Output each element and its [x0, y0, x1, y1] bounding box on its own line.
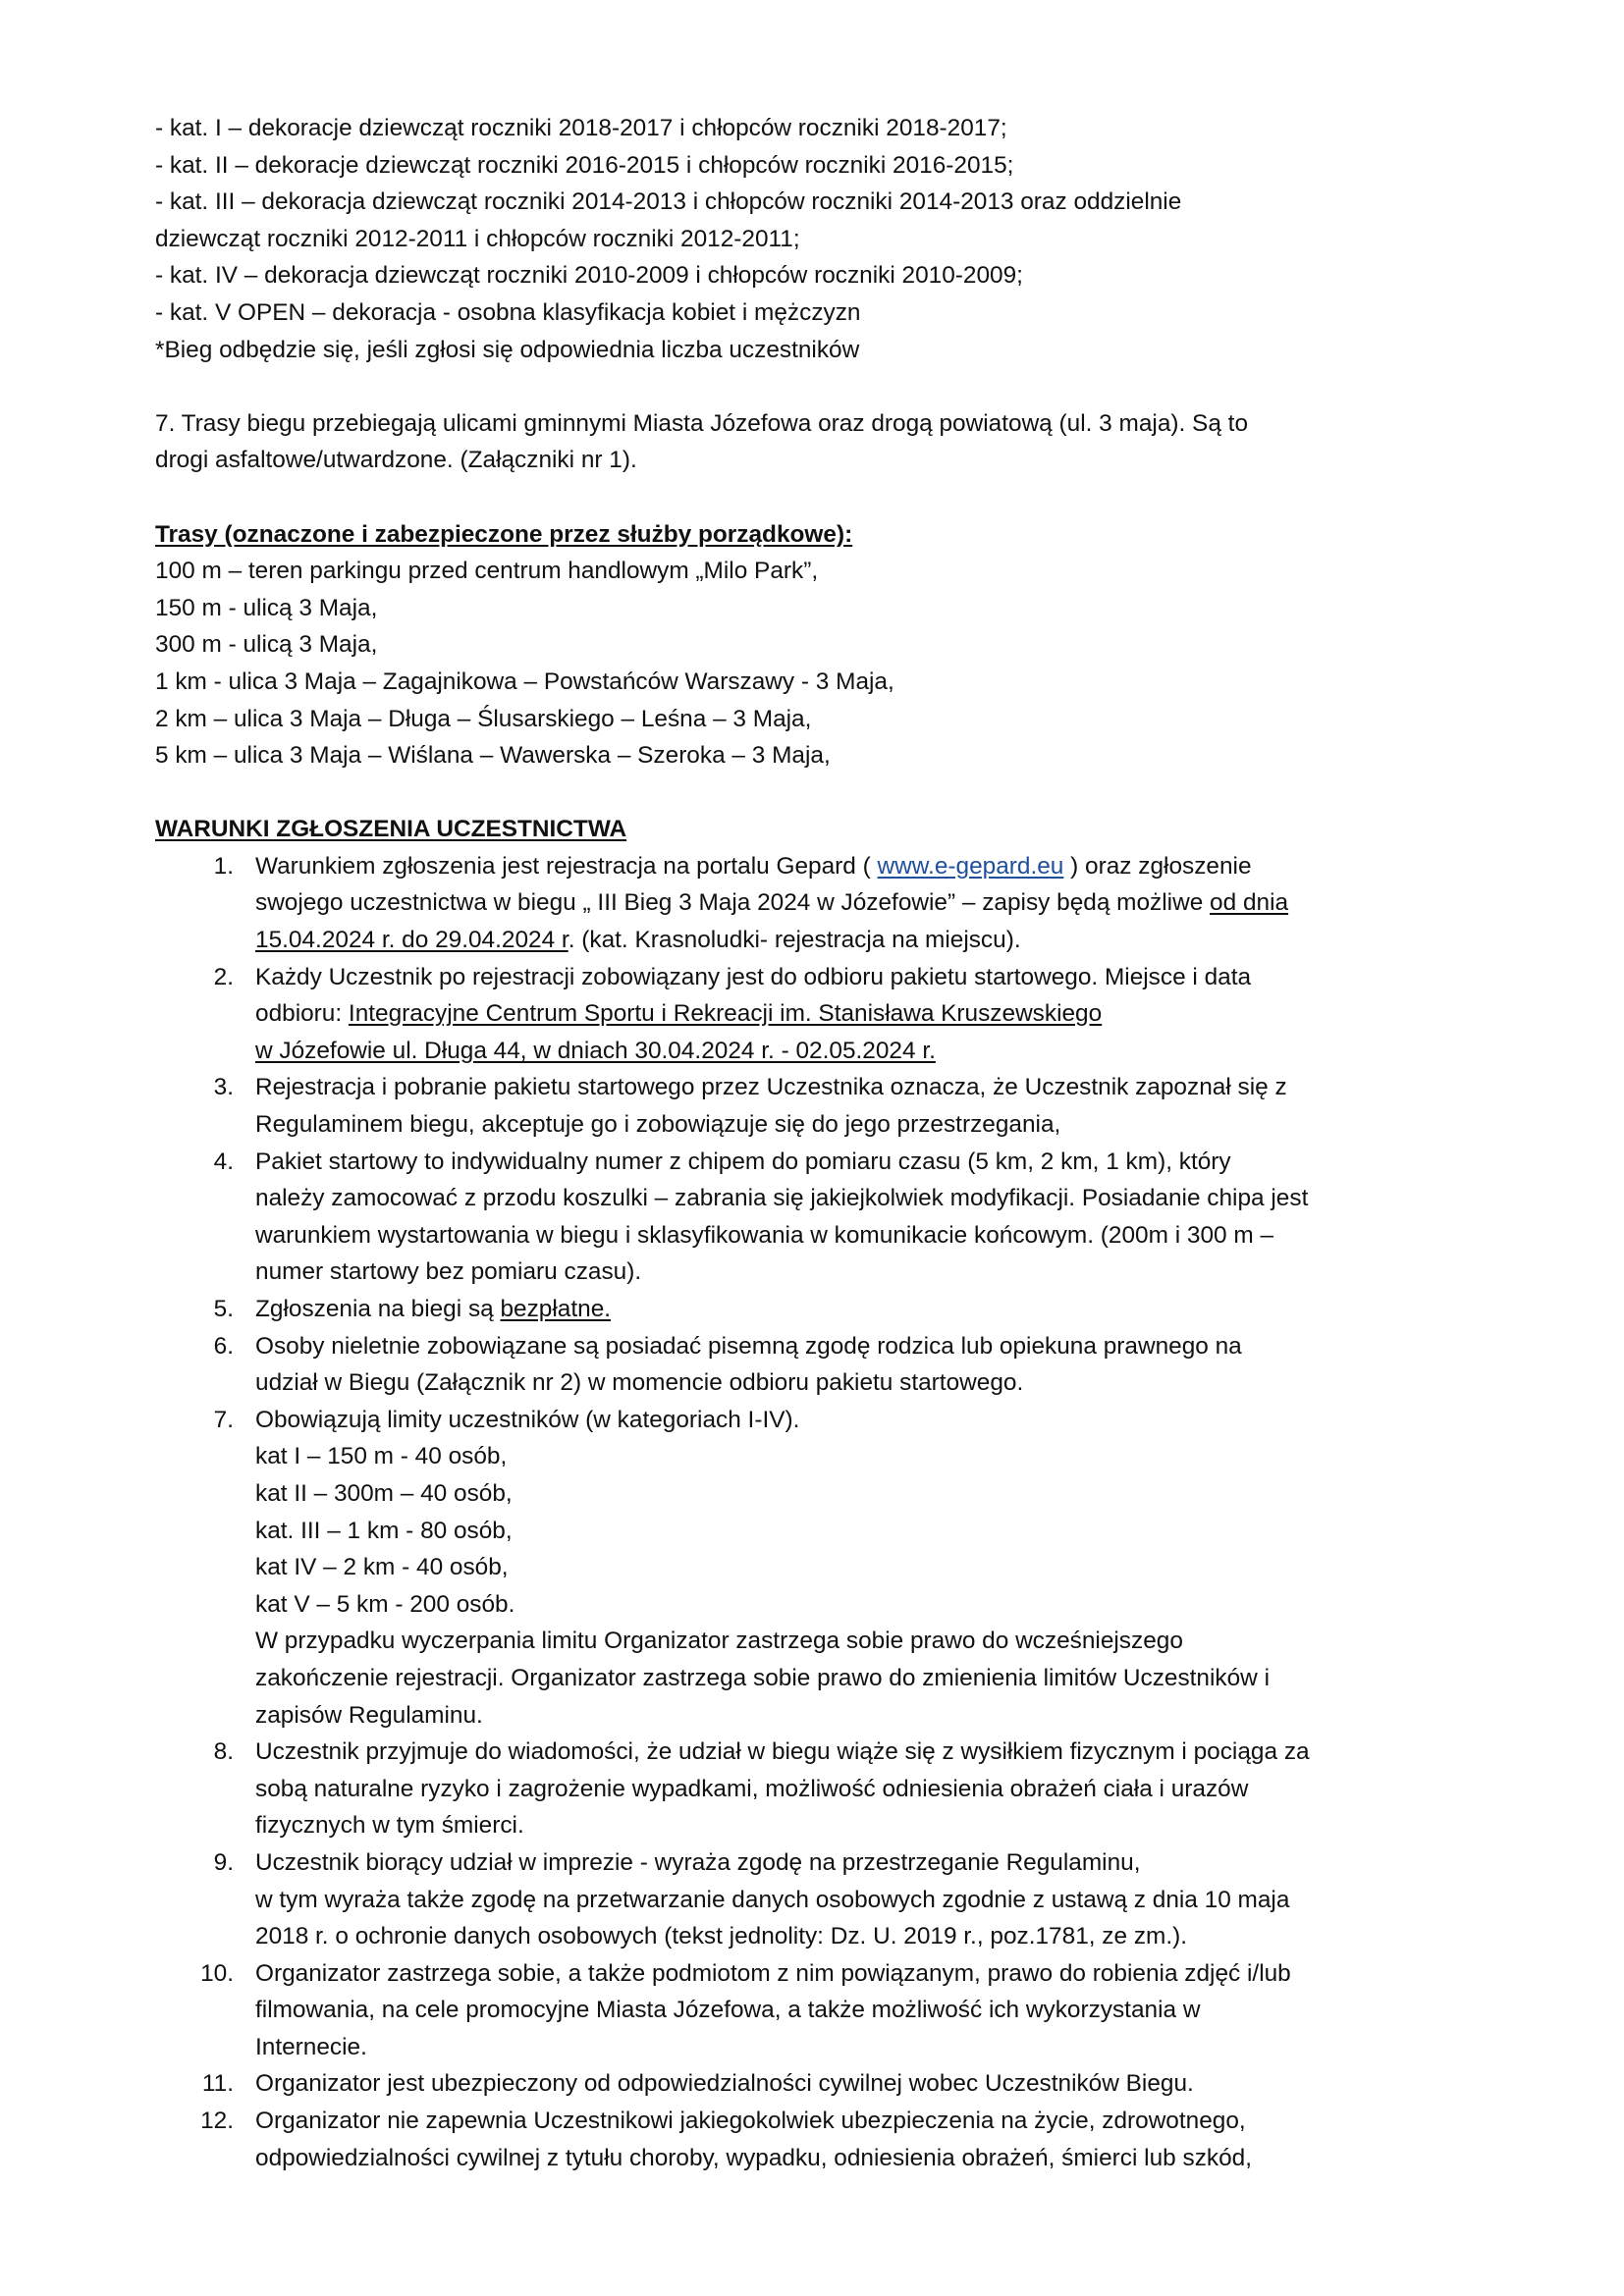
item-text: sobą naturalne ryzyko i zagrożenie wypadkami, możliwość odniesienia obrażeń ciała i urazów: [255, 1775, 1249, 1802]
item-text: Organizator nie zapewnia Uczestnikowi jakiegokolwiek ubezpieczenia na życie, zdrowotnego,: [255, 2108, 1246, 2135]
condition-item: [155, 1328, 1471, 1402]
item-text: Osoby nieletnie zobowiązane są posiadać pisemną zgodę rodzica lub opiekuna prawnego na: [255, 1332, 1242, 1360]
item-text: Organizator zastrzega sobie, a także podmiotom z nim powiązanym, prawo do robienia zdjęć i/lub: [255, 1959, 1291, 1987]
item-text: zakończenie rejestracji. Organizator zastrzega sobie prawo do zmienienia limitów Uczestników i: [255, 1664, 1270, 1691]
route-item: 5 km – ulica 3 Maja – Wiślana – Wawerska – Szeroka – 3 Maja,: [155, 742, 831, 770]
limit-line: kat II – 300m – 40 osób,: [255, 1479, 513, 1507]
spacer: [155, 774, 1471, 812]
condition-item: [155, 2065, 1471, 2103]
route-item: 150 m - ulicą 3 Maja,: [155, 594, 378, 621]
condition-item: [155, 1844, 1471, 1955]
route-item: 100 m – teren parkingu przed centrum handlowym „Milo Park”,: [155, 558, 819, 585]
item-text: udział w Biegu (Załącznik nr 2) w momencie odbioru pakietu startowego.: [255, 1369, 1024, 1397]
spacer: [155, 479, 1471, 516]
limit-line: kat IV – 2 km - 40 osób,: [255, 1554, 509, 1581]
limit-line: kat V – 5 km - 200 osób.: [255, 1590, 515, 1618]
item-text: W przypadku wyczerpania limitu Organizator zastrzega sobie prawo do wcześniejszego: [255, 1628, 1183, 1655]
item-text: Warunkiem zgłoszenia jest rejestracja na portalu Gepard (: [255, 852, 878, 880]
item-text: należy zamocować z przodu koszulki – zabrania się jakiejkolwiek modyfikacji. Posiadanie chipa jest: [255, 1185, 1309, 1212]
condition-item: [155, 959, 1471, 1070]
condition-item: [155, 1402, 1471, 1734]
item-number: 4.: [213, 1148, 234, 1175]
condition-item: [155, 848, 1471, 959]
category-line: - kat. III – dekoracja dziewcząt roczniki 2014-2013 i chłopców roczniki 2014-2013 oraz oddzielnie: [155, 188, 1182, 216]
item-number: 8.: [213, 1738, 234, 1766]
item-text: odbioru:: [255, 1000, 349, 1028]
category-note: *Bieg odbędzie się, jeśli zgłosi się odpowiednia liczba uczestników: [155, 336, 860, 363]
limit-line: kat I – 150 m - 40 osób,: [255, 1443, 508, 1470]
condition-item: [155, 1734, 1471, 1844]
item-text: w tym wyraża także zgodę na przetwarzanie danych osobowych zgodnie z ustawą z dnia 10 maja: [255, 1886, 1290, 1913]
item-text: warunkiem wystartowania w biegu i sklasyfikowania w komunikacie końcowym. (200m i 300 m –: [255, 1221, 1274, 1249]
route-item: 1 km - ulica 3 Maja – Zagajnikowa – Powstańców Warszawy - 3 Maja,: [155, 667, 894, 695]
condition-item: [155, 1955, 1471, 2066]
item-text: Regulaminem biegu, akceptuje go i zobowiązuje się do jego przestrzegania,: [255, 1111, 1061, 1139]
route-item: 300 m - ulicą 3 Maja,: [155, 631, 378, 659]
conditions-heading: WARUNKI ZGŁOSZENIA UCZESTNICTWA: [155, 816, 627, 843]
route-item: 2 km – ulica 3 Maja – Długa – Ślusarskiego – Leśna – 3 Maja,: [155, 705, 812, 732]
condition-item: [155, 2103, 1471, 2176]
category-line: - kat. I – dekoracje dziewcząt roczniki 2018-2017 i chłopców roczniki 2018-2017;: [155, 115, 1007, 141]
item-text: Każdy Uczestnik po rejestracji zobowiązany jest do odbioru pakietu startowego. Miejsce i data: [255, 963, 1252, 990]
item-text: numer startowy bez pomiaru czasu).: [255, 1258, 642, 1286]
condition-item: [155, 1291, 1471, 1328]
categories-list: [155, 110, 1471, 368]
free-entry-note: bezpłatne.: [500, 1296, 612, 1322]
condition-item: [155, 1144, 1471, 1291]
item-text: ) oraz zgłoszenie: [1063, 852, 1252, 880]
item-text: fizycznych w tym śmierci.: [255, 1812, 524, 1840]
item-text: Organizator jest ubezpieczony od odpowiedzialności cywilnej wobec Uczestników Biegu.: [255, 2070, 1194, 2098]
registration-dates: od dnia: [1210, 889, 1289, 917]
item-text: . (kat. Krasnoludki- rejestracja na miejscu).: [568, 927, 1021, 954]
item-number: 12.: [200, 2108, 234, 2135]
item-number: 9.: [213, 1848, 234, 1876]
item-number: 6.: [213, 1332, 234, 1360]
item-text: filmowania, na cele promocyjne Miasta Józefowa, a także możliwość ich wykorzystania w: [255, 1997, 1201, 2024]
category-line: - kat. V OPEN – dekoracja - osobna klasyfikacja kobiet i mężczyzn: [155, 298, 861, 326]
item-number: 1.: [213, 852, 234, 880]
item-number: 5.: [213, 1296, 234, 1322]
item-number: 3.: [213, 1074, 234, 1101]
item-text: Pakiet startowy to indywidualny numer z chipem do pomiaru czasu (5 km, 2 km, 1 km), który: [255, 1148, 1231, 1175]
spacer: [155, 368, 1471, 405]
paragraph-line: drogi asfaltowe/utwardzone. (Załączniki nr 1).: [155, 447, 637, 474]
paragraph-line: 7. Trasy biegu przebiegają ulicami gminnymi Miasta Józefowa oraz drogą powiatową (ul. 3 maja). Są to: [155, 409, 1249, 437]
item-number: 11.: [201, 2070, 234, 2098]
item-text: Uczestnik biorący udział w imprezie - wyraża zgodę na przestrzeganie Regulaminu,: [255, 1848, 1141, 1876]
item-text: Internecie.: [255, 2033, 367, 2060]
item-number: 10.: [200, 1959, 234, 1987]
item-text: 2018 r. o ochronie danych osobowych (tekst jednolity: Dz. U. 2019 r., poz.1781, ze zm.).: [255, 1923, 1188, 1950]
item-text: odpowiedzialności cywilnej z tytułu choroby, wypadku, odniesienia obrażeń, śmierci lub szkód,: [255, 2144, 1252, 2171]
item-text: zapisów Regulaminu.: [255, 1701, 483, 1729]
item-number: 2.: [213, 963, 234, 990]
document-page: [155, 110, 1471, 2176]
item-text: Zgłoszenia na biegi są: [255, 1296, 501, 1322]
item-number: 7.: [213, 1406, 234, 1433]
pickup-location: w Józefowie ul. Długa 44, w dniach 30.04.2024 r. - 02.05.2024 r.: [255, 1037, 936, 1064]
category-line: - kat. IV – dekoracja dziewcząt roczniki 2010-2009 i chłopców roczniki 2010-2009;: [155, 262, 1023, 290]
item-text: Obowiązują limity uczestników (w kategoriach I-IV).: [255, 1406, 800, 1433]
routes-paragraph: [155, 405, 1471, 479]
category-line: - kat. II – dekoracje dziewcząt roczniki 2016-2015 i chłopców roczniki 2016-2015;: [155, 151, 1014, 179]
registration-dates: 15.04.2024 r. do 29.04.2024 r: [255, 927, 568, 954]
gepard-link[interactable]: www.e-gepard.eu: [877, 852, 1064, 880]
item-text: Rejestracja i pobranie pakietu startowego przez Uczestnika oznacza, że Uczestnik zapoznał się z: [255, 1074, 1287, 1101]
limit-line: kat. III – 1 km - 80 osób,: [255, 1517, 513, 1544]
item-text: swojego uczestnictwa w biegu „ III Bieg 3 Maja 2024 w Józefowie” – zapisy będą możliwe: [255, 889, 1211, 917]
condition-item: [155, 1069, 1471, 1143]
conditions-list: [155, 848, 1471, 2176]
category-line: dziewcząt roczniki 2012-2011 i chłopców roczniki 2012-2011;: [155, 225, 800, 252]
item-text: Uczestnik przyjmuje do wiadomości, że udział w biegu wiąże się z wysiłkiem fizycznym i pociąga za: [255, 1738, 1310, 1766]
routes-list: [155, 553, 1471, 774]
pickup-location: Integracyjne Centrum Sportu i Rekreacji im. Stanisława Kruszewskiego: [348, 1000, 1103, 1028]
routes-heading: Trasy (oznaczone i zabezpieczone przez służby porządkowe):: [155, 520, 853, 548]
